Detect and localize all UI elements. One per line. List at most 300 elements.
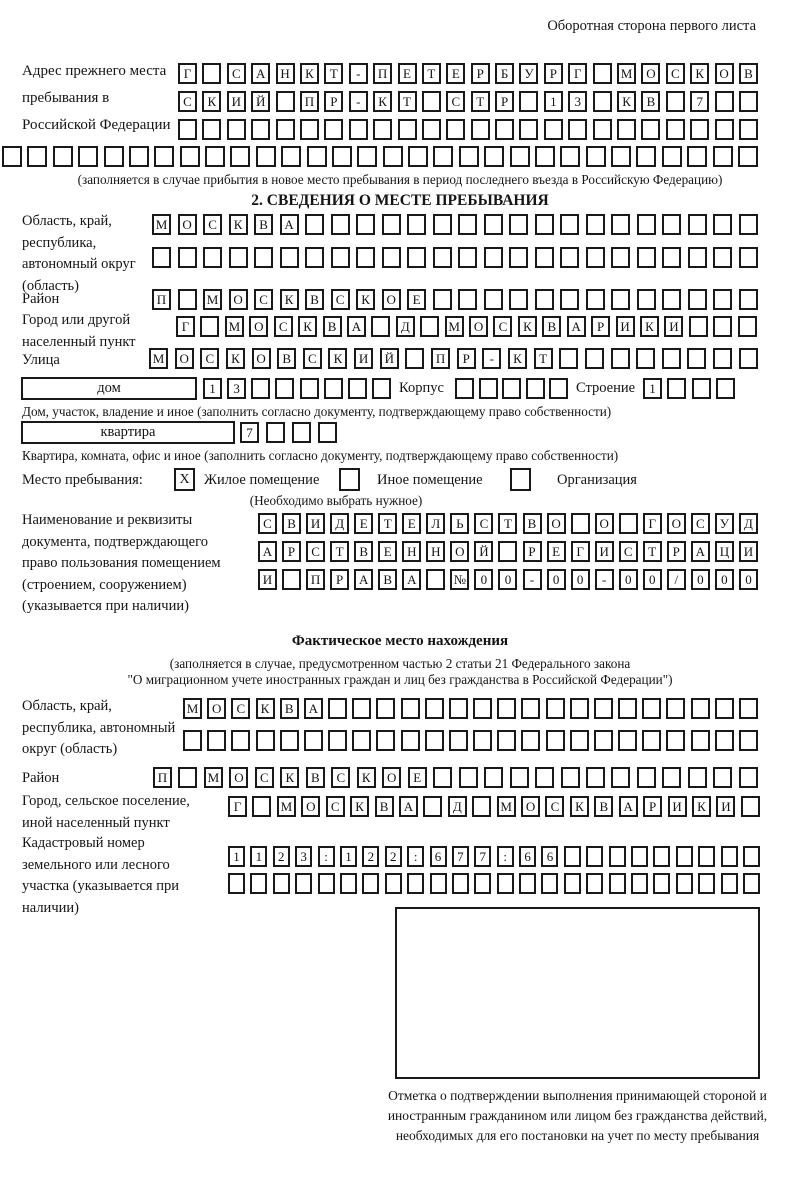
char-cell: 0 bbox=[474, 569, 493, 590]
char-cell: А bbox=[402, 569, 421, 590]
char-cell: Е bbox=[407, 289, 426, 310]
char-cell bbox=[713, 146, 733, 167]
char-cell bbox=[611, 767, 630, 788]
char-cell: Е bbox=[547, 541, 566, 562]
char-cell bbox=[433, 767, 452, 788]
char-cell bbox=[266, 422, 285, 443]
char-cell: М bbox=[149, 348, 168, 369]
char-cell: 6 bbox=[519, 846, 536, 867]
char-cell bbox=[611, 247, 630, 268]
char-cell: К bbox=[202, 91, 221, 112]
char-cell: С bbox=[231, 698, 250, 719]
char-cell: С bbox=[331, 767, 350, 788]
char-cell bbox=[152, 247, 171, 268]
stay-type-label: Место пребывания: bbox=[22, 472, 143, 488]
doc-label: Наименование и реквизиты документа, подтверждающего право пользования помещением (строением, сооружением) (указывается при наличии) bbox=[22, 512, 221, 614]
char-cell bbox=[433, 146, 453, 167]
char-cell: К bbox=[280, 289, 299, 310]
char-cell: Т bbox=[324, 63, 343, 84]
char-cell: И bbox=[595, 541, 614, 562]
char-cell: 2 bbox=[273, 846, 290, 867]
stroenie-label: Строение bbox=[576, 380, 636, 396]
char-cell: О bbox=[252, 348, 271, 369]
stay-type-option-organization: Организация bbox=[557, 472, 637, 488]
char-cell: Р bbox=[330, 569, 349, 590]
char-cell bbox=[739, 698, 758, 719]
char-cell bbox=[295, 873, 312, 894]
char-cell: В bbox=[375, 796, 394, 817]
char-cell bbox=[300, 378, 319, 399]
char-cell bbox=[594, 730, 613, 751]
char-cell bbox=[586, 289, 605, 310]
char-cell bbox=[484, 146, 504, 167]
char-cell bbox=[385, 873, 402, 894]
char-cell bbox=[546, 730, 565, 751]
char-cell bbox=[586, 146, 606, 167]
char-cell bbox=[698, 846, 715, 867]
char-cell: В bbox=[641, 91, 660, 112]
char-cell: В bbox=[523, 513, 542, 534]
char-cell bbox=[560, 289, 579, 310]
char-cell: : bbox=[497, 846, 514, 867]
char-cell bbox=[276, 119, 295, 140]
char-cell: К bbox=[570, 796, 589, 817]
char-cell: А bbox=[280, 214, 299, 235]
char-cell: К bbox=[226, 348, 245, 369]
char-cell bbox=[637, 247, 656, 268]
char-cell: М bbox=[445, 316, 464, 337]
char-cell bbox=[716, 378, 735, 399]
char-cell bbox=[691, 698, 710, 719]
char-cell bbox=[324, 378, 343, 399]
char-cell: Г bbox=[571, 541, 590, 562]
char-cell bbox=[229, 247, 248, 268]
char-cell: В bbox=[739, 63, 758, 84]
char-cell bbox=[178, 119, 197, 140]
char-cell bbox=[688, 289, 707, 310]
char-cell: 0 bbox=[715, 569, 734, 590]
char-cell bbox=[357, 146, 377, 167]
char-cell bbox=[662, 247, 681, 268]
char-cell bbox=[78, 146, 98, 167]
stay-type-option-other: Иное помещение bbox=[377, 472, 483, 488]
stay-type-note: (Необходимо выбрать нужное) bbox=[249, 493, 423, 508]
char-cell: О bbox=[382, 289, 401, 310]
char-cell: П bbox=[300, 91, 319, 112]
char-cell bbox=[472, 796, 491, 817]
char-cell: 1 bbox=[643, 378, 662, 399]
char-cell bbox=[535, 214, 554, 235]
char-cell bbox=[510, 146, 530, 167]
char-cell bbox=[154, 146, 174, 167]
char-cell bbox=[739, 214, 758, 235]
char-cell: О bbox=[715, 63, 734, 84]
char-cell: 0 bbox=[691, 569, 710, 590]
char-cell: - bbox=[595, 569, 614, 590]
char-cell bbox=[446, 119, 465, 140]
char-cell: М bbox=[204, 767, 223, 788]
char-cell: Т bbox=[534, 348, 553, 369]
char-cell bbox=[666, 698, 685, 719]
char-cell: : bbox=[318, 846, 335, 867]
char-cell: О bbox=[207, 698, 226, 719]
char-cell: В bbox=[354, 541, 373, 562]
char-cell: 3 bbox=[568, 91, 587, 112]
char-cell: Т bbox=[643, 541, 662, 562]
char-cell bbox=[430, 873, 447, 894]
char-cell bbox=[713, 348, 732, 369]
char-cell: Б bbox=[495, 63, 514, 84]
char-cell: Г bbox=[228, 796, 247, 817]
char-cell bbox=[362, 873, 379, 894]
char-cell bbox=[280, 730, 299, 751]
char-cell: И bbox=[616, 316, 635, 337]
char-cell bbox=[349, 119, 368, 140]
char-cell bbox=[510, 767, 529, 788]
char-cell bbox=[318, 873, 335, 894]
char-cell: Р bbox=[457, 348, 476, 369]
char-cell: И bbox=[664, 316, 683, 337]
region-label: Область, край, республика, автономный округ (область) bbox=[22, 213, 136, 294]
char-cell bbox=[178, 767, 197, 788]
char-cell: 7 bbox=[452, 846, 469, 867]
char-cell: Р bbox=[523, 541, 542, 562]
region-row-2 bbox=[152, 247, 758, 268]
char-cell bbox=[200, 316, 219, 337]
char-cell: С bbox=[331, 289, 350, 310]
char-cell: С bbox=[545, 796, 564, 817]
char-cell: К bbox=[229, 214, 248, 235]
char-cell bbox=[642, 730, 661, 751]
char-cell bbox=[713, 767, 732, 788]
char-cell bbox=[455, 378, 474, 399]
prev-address-row-2 bbox=[178, 91, 758, 112]
char-cell: В bbox=[277, 348, 296, 369]
char-cell bbox=[535, 289, 554, 310]
char-cell: Т bbox=[498, 513, 517, 534]
char-cell: С bbox=[274, 316, 293, 337]
char-cell: О bbox=[667, 513, 686, 534]
prev-address-label: Адрес прежнего места пребывания в Российской Федерации bbox=[22, 63, 171, 133]
char-cell: И bbox=[258, 569, 277, 590]
char-cell bbox=[618, 730, 637, 751]
char-cell bbox=[559, 348, 578, 369]
char-cell bbox=[688, 767, 707, 788]
char-cell: В bbox=[542, 316, 561, 337]
char-cell bbox=[715, 730, 734, 751]
stay-type-checkbox-organization bbox=[510, 468, 531, 491]
char-cell: Р bbox=[282, 541, 301, 562]
char-cell: Р bbox=[591, 316, 610, 337]
char-cell bbox=[382, 214, 401, 235]
char-cell bbox=[405, 348, 424, 369]
char-cell bbox=[585, 348, 604, 369]
char-cell bbox=[687, 146, 707, 167]
char-cell bbox=[715, 91, 734, 112]
char-cell bbox=[662, 348, 681, 369]
char-cell: С bbox=[666, 63, 685, 84]
char-cell bbox=[27, 146, 47, 167]
char-cell: С bbox=[178, 91, 197, 112]
char-cell: И bbox=[716, 796, 735, 817]
actual-location-note-1: (заполняется в случае, предусмотренном частью 2 статьи 21 Федерального закона bbox=[169, 656, 631, 671]
char-cell: О bbox=[229, 767, 248, 788]
char-cell bbox=[348, 378, 367, 399]
char-cell bbox=[637, 767, 656, 788]
char-cell bbox=[474, 873, 491, 894]
char-cell: П bbox=[431, 348, 450, 369]
char-cell bbox=[662, 767, 681, 788]
char-cell bbox=[401, 730, 420, 751]
char-cell: П bbox=[153, 767, 172, 788]
char-cell bbox=[273, 873, 290, 894]
char-cell bbox=[292, 422, 311, 443]
char-cell bbox=[433, 214, 452, 235]
char-cell: - bbox=[482, 348, 501, 369]
char-cell bbox=[408, 146, 428, 167]
char-cell: М bbox=[497, 796, 516, 817]
district-label: Район bbox=[22, 291, 60, 307]
char-cell bbox=[331, 214, 350, 235]
char-cell bbox=[564, 846, 581, 867]
char-cell: М bbox=[617, 63, 636, 84]
char-cell: У bbox=[519, 63, 538, 84]
char-cell: Р bbox=[471, 63, 490, 84]
char-cell: С bbox=[254, 289, 273, 310]
char-cell bbox=[692, 378, 711, 399]
char-cell: Р bbox=[544, 63, 563, 84]
char-cell bbox=[739, 289, 758, 310]
house-type-box: дом bbox=[21, 377, 197, 400]
char-cell: О bbox=[547, 513, 566, 534]
char-cell: Н bbox=[426, 541, 445, 562]
char-cell: О bbox=[301, 796, 320, 817]
char-cell bbox=[713, 247, 732, 268]
char-cell: Г bbox=[176, 316, 195, 337]
char-cell: О bbox=[249, 316, 268, 337]
char-cell: П bbox=[152, 289, 171, 310]
char-cell bbox=[586, 214, 605, 235]
cadastral-row-1 bbox=[228, 846, 760, 867]
char-cell bbox=[519, 873, 536, 894]
char-cell bbox=[471, 119, 490, 140]
char-cell: Д bbox=[396, 316, 415, 337]
char-cell: А bbox=[619, 796, 638, 817]
char-cell bbox=[328, 730, 347, 751]
char-cell: С bbox=[493, 316, 512, 337]
char-cell: О bbox=[450, 541, 469, 562]
char-cell bbox=[691, 730, 710, 751]
char-cell: И bbox=[739, 541, 758, 562]
char-cell bbox=[653, 846, 670, 867]
char-cell bbox=[449, 730, 468, 751]
char-cell bbox=[252, 796, 271, 817]
char-cell bbox=[743, 846, 760, 867]
char-cell bbox=[526, 378, 545, 399]
char-cell bbox=[739, 348, 758, 369]
char-cell: С bbox=[303, 348, 322, 369]
char-cell bbox=[372, 378, 391, 399]
char-cell: И bbox=[354, 348, 373, 369]
char-cell bbox=[535, 146, 555, 167]
char-cell: В bbox=[280, 698, 299, 719]
char-cell bbox=[423, 796, 442, 817]
char-cell bbox=[433, 247, 452, 268]
actual-district-row bbox=[153, 767, 758, 788]
char-cell bbox=[502, 378, 521, 399]
char-cell bbox=[356, 214, 375, 235]
char-cell: Т bbox=[378, 513, 397, 534]
char-cell: В bbox=[306, 767, 325, 788]
char-cell bbox=[202, 119, 221, 140]
region-row-1 bbox=[152, 214, 758, 235]
char-cell bbox=[484, 214, 503, 235]
prev-address-row-4 bbox=[2, 146, 758, 167]
char-cell bbox=[251, 119, 270, 140]
char-cell: Д bbox=[448, 796, 467, 817]
char-cell: Е bbox=[354, 513, 373, 534]
char-cell: 6 bbox=[541, 846, 558, 867]
char-cell bbox=[698, 873, 715, 894]
char-cell: 0 bbox=[619, 569, 638, 590]
char-cell bbox=[611, 348, 630, 369]
char-cell bbox=[324, 119, 343, 140]
char-cell bbox=[586, 846, 603, 867]
char-cell: Р bbox=[643, 796, 662, 817]
char-cell bbox=[560, 247, 579, 268]
char-cell: Г bbox=[178, 63, 197, 84]
actual-region-label: Область, край, республика, автономный округ (область) bbox=[22, 698, 176, 757]
apartment-number-row bbox=[240, 422, 337, 443]
char-cell bbox=[307, 146, 327, 167]
char-cell bbox=[631, 873, 648, 894]
char-cell bbox=[636, 146, 656, 167]
char-cell bbox=[275, 378, 294, 399]
cadastral-label: Кадастровый номер земельного или лесного участка (указывается при наличии) bbox=[22, 835, 179, 916]
char-cell bbox=[541, 873, 558, 894]
char-cell: Е bbox=[408, 767, 427, 788]
char-cell: К bbox=[692, 796, 711, 817]
char-cell bbox=[452, 873, 469, 894]
char-cell: М bbox=[203, 289, 222, 310]
char-cell bbox=[449, 698, 468, 719]
char-cell bbox=[498, 541, 517, 562]
char-cell: К bbox=[373, 91, 392, 112]
char-cell: С bbox=[326, 796, 345, 817]
char-cell bbox=[458, 289, 477, 310]
char-cell: С bbox=[203, 214, 222, 235]
char-cell bbox=[331, 247, 350, 268]
char-cell bbox=[382, 247, 401, 268]
char-cell bbox=[251, 378, 270, 399]
char-cell bbox=[254, 247, 273, 268]
char-cell: Е bbox=[402, 513, 421, 534]
char-cell bbox=[519, 119, 538, 140]
char-cell bbox=[521, 730, 540, 751]
char-cell: В bbox=[323, 316, 342, 337]
char-cell bbox=[376, 730, 395, 751]
char-cell bbox=[560, 146, 580, 167]
char-cell: Й bbox=[380, 348, 399, 369]
confirmation-stamp-box bbox=[395, 907, 760, 1079]
char-cell bbox=[593, 119, 612, 140]
char-cell bbox=[305, 247, 324, 268]
char-cell: О bbox=[595, 513, 614, 534]
actual-region-row-2 bbox=[183, 730, 758, 751]
char-cell bbox=[609, 846, 626, 867]
char-cell bbox=[282, 569, 301, 590]
char-cell bbox=[376, 698, 395, 719]
char-cell bbox=[53, 146, 73, 167]
char-cell bbox=[676, 873, 693, 894]
stay-type-checkbox-other bbox=[339, 468, 360, 491]
char-cell: О bbox=[469, 316, 488, 337]
char-cell: 0 bbox=[571, 569, 590, 590]
char-cell bbox=[178, 289, 197, 310]
char-cell bbox=[611, 146, 631, 167]
house-number-row bbox=[203, 378, 391, 399]
char-cell bbox=[407, 247, 426, 268]
char-cell: С bbox=[258, 513, 277, 534]
char-cell bbox=[690, 119, 709, 140]
char-cell: К bbox=[328, 348, 347, 369]
char-cell: - bbox=[349, 63, 368, 84]
char-cell bbox=[662, 214, 681, 235]
char-cell: 1 bbox=[203, 378, 222, 399]
char-cell bbox=[676, 846, 693, 867]
char-cell bbox=[178, 247, 197, 268]
char-cell bbox=[104, 146, 124, 167]
char-cell bbox=[250, 873, 267, 894]
char-cell bbox=[689, 316, 708, 337]
char-cell bbox=[183, 730, 202, 751]
char-cell: 6 bbox=[430, 846, 447, 867]
korpus-row bbox=[455, 378, 568, 399]
actual-location-title: Фактическое место нахождения bbox=[291, 633, 509, 649]
char-cell bbox=[473, 698, 492, 719]
char-cell bbox=[739, 119, 758, 140]
char-cell bbox=[544, 119, 563, 140]
char-cell bbox=[721, 873, 738, 894]
char-cell bbox=[459, 146, 479, 167]
char-cell bbox=[568, 119, 587, 140]
city-row bbox=[176, 316, 757, 337]
char-cell: К bbox=[357, 767, 376, 788]
char-cell bbox=[484, 289, 503, 310]
actual-district-label: Район bbox=[22, 770, 60, 786]
char-cell: А bbox=[691, 541, 710, 562]
char-cell bbox=[328, 698, 347, 719]
char-cell: / bbox=[667, 569, 686, 590]
char-cell: К bbox=[256, 698, 275, 719]
char-cell: К bbox=[617, 91, 636, 112]
char-cell: Й bbox=[251, 91, 270, 112]
char-cell bbox=[549, 378, 568, 399]
char-cell bbox=[571, 513, 590, 534]
char-cell: К bbox=[356, 289, 375, 310]
char-cell bbox=[352, 730, 371, 751]
char-cell: 3 bbox=[227, 378, 246, 399]
char-cell: А bbox=[354, 569, 373, 590]
char-cell bbox=[371, 316, 390, 337]
char-cell bbox=[407, 873, 424, 894]
char-cell: Й bbox=[474, 541, 493, 562]
char-cell bbox=[739, 730, 758, 751]
char-cell bbox=[230, 146, 250, 167]
char-cell bbox=[546, 698, 565, 719]
district-row bbox=[152, 289, 758, 310]
char-cell: Е bbox=[446, 63, 465, 84]
